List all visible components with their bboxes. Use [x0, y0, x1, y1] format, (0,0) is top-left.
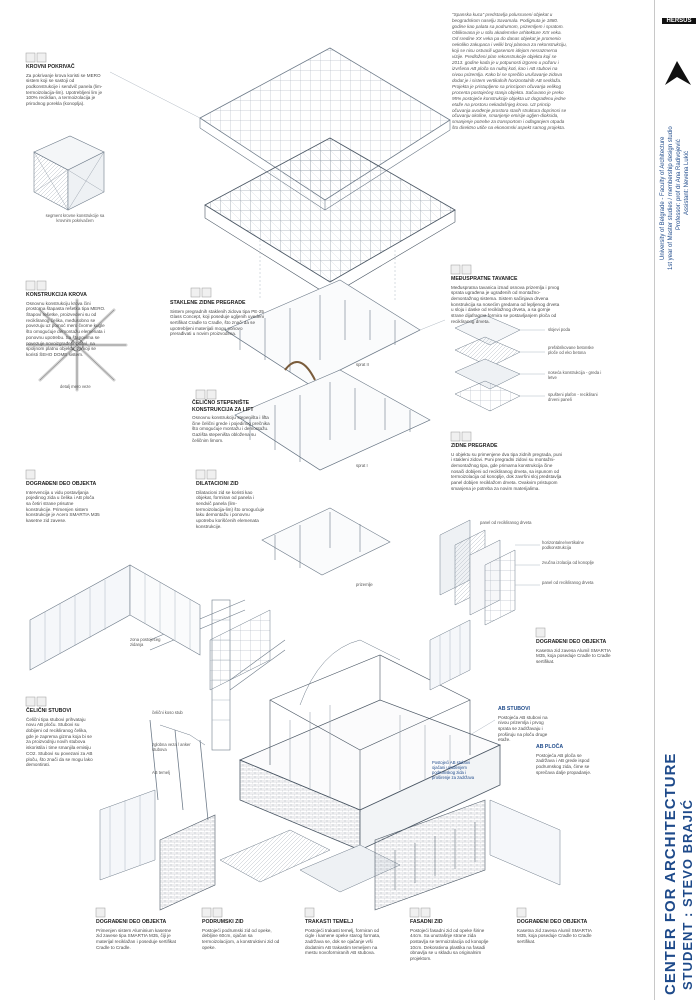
section-facade-wall — [410, 919, 492, 962]
section-title: KROVNI POKRIVAČ — [26, 64, 75, 70]
label-floor-1: sprat I — [356, 463, 368, 468]
section-body: Intervencija u vidu postavljanja pojedinog zida u čelika i AB ploča sa četiri strane prisutne konstrukcije. Primenjen sistem konstrukcije je Acero SMARTIA M35 kasetne zid zavese. — [26, 489, 100, 524]
glass-extension-left — [30, 565, 200, 670]
section-ab-columns — [498, 706, 554, 743]
section-title: ZIDNE PREGRADE — [451, 443, 498, 449]
label-floor-2: sprat II — [356, 362, 369, 367]
section-ab-slab — [536, 744, 592, 775]
assistant-line: Assistant: Nevena Lukić — [684, 150, 690, 215]
ground-floor-partitions — [262, 508, 390, 575]
section-body: Postojeći podrumski zid od opeke, debljine 60cm, ojačan sa termoizolacijom, a konstruktivni zid od opeke. — [202, 927, 280, 950]
label-existing-zone: zona postojećeg zidanja — [130, 637, 161, 648]
student-name: STUDENT : STEVO BRAJIĆ — [680, 798, 695, 990]
wall-partition-panels — [440, 520, 515, 625]
section-body: Kasetna zid zavesa Alumil SMARTIA M35, koja poseduje Cradle to Cradle sertifikat. — [517, 927, 592, 944]
section-title: DOGRAĐENI DEO OBJEKTA — [26, 481, 97, 487]
section-extension-a — [26, 481, 100, 524]
title-sidebar — [654, 0, 700, 1000]
section-extension-d — [517, 919, 599, 945]
section-body: Postojeća AB stubovi na nivou prizemlja i prvog sprata se zadržavaju i proširuju na ploču druge etaže. — [498, 714, 548, 743]
section-body: U objektu su primenjene dva tipa zidnih pregrada, puni i stakleni zidovi. Puni pregradni zidovi su montažni-demontažnog tipa, gde primarna konstrukcija čine nosači dobijeni od recikliranog drveta, sa ispunom od termoizolacija od konoplje, dok završni sloj predstavlja panel dobijen reciklažom drveta. Ovakvim pristupom smanjena je potreba za novim materijalima. — [451, 451, 563, 491]
section-title: FASADNI ZID — [410, 919, 443, 925]
label-acoustic: zvučna izolacija od konoplje — [542, 560, 594, 565]
section-wall-partitions — [451, 443, 563, 492]
section-body: Međuspratna tavanica iznad osnova prizemlja i prvog sprata ugrađena je ugrađenih od montažno-demontažnog sistema. Sistem sačinjava drvena konstrukcija sa nosećim gredama od lepljenog drveta u sloju i daske od reciklažnog drveta, a sa gornje strane dijafragma formira se postavljanjem ploča od recikliranog drveta. — [451, 284, 560, 324]
section-title: MEĐUSPRATNE TAVANICE — [451, 276, 518, 282]
section-title: DOGRAĐENI DEO OBJEKTA — [536, 639, 607, 645]
label-steel-column: čelični koso stub — [152, 710, 183, 715]
section-title: ČELIČNO STEPENIŠTE KONSTRUKCIJA ZA LIFT — [192, 400, 254, 413]
section-glass-partitions — [170, 300, 265, 337]
section-title: ČELIČNI STUBOVI — [26, 708, 72, 714]
label-prefab-slabs: prefabrikovane betonske ploče od eko betona — [548, 345, 594, 356]
glass-extension-right — [430, 620, 470, 690]
section-body: Osnovnu konstrukciju stepeništa i lifta čine čelični grede i pojedinog prečnika što omogućuje montažu i demontažu. Gazišta stepeništa obložena su čeličnim limom. — [192, 415, 270, 443]
section-body: Postojeća AB ploča se zadržava i AB grede ispod podrumskog zida, čime se sprečava dalje propadanje. — [536, 752, 592, 775]
project-title: CENTER FOR ARCHITECTURE — [662, 752, 679, 995]
label-node-detail: detalj mero vezе — [60, 384, 91, 389]
studio-line: 1st year of Master studies / membership design studio — [668, 126, 674, 270]
section-body: Sistem pregradnih staklenih zidova tipa PE-25 Glass Concept, koji poseduje ugljenih uvedeni sertifikat Cradle to Cradle, što znači da se upotrebljeni materijali mogu ponovo prerađivati u novim proizvodima. — [170, 308, 264, 337]
section-title: DOGRAĐENI DEO OBJEKTA — [517, 919, 588, 925]
section-steel-columns — [26, 708, 96, 768]
professor-line: Professor: prof dr Ana Radivojević — [676, 139, 682, 230]
section-body: Postojeći trakasti temelj, formiran od cigle i kamene opeke starog formata, zadržava se, dok se ojačanje vrši dodatnim AB trakastim temeljem na mestu novoformiranih AB stubova. — [305, 927, 381, 956]
facade-wall-left — [100, 790, 215, 910]
floor-layers-exploded — [455, 315, 520, 411]
section-title: DILATACIONI ZID — [196, 481, 239, 487]
section-title: KONSTRUKCIJA KROVA — [26, 292, 87, 298]
label-ceiling: spušteni plafon - reciklirani drveni paneli — [548, 392, 598, 403]
label-roof-segment: segment krovne konstrukcije sa krovnim pokrivačem — [45, 213, 105, 224]
section-extension-c — [96, 919, 176, 950]
label-ab-columns-note: Postojeći AB stubovi ojačani uvođenjem podrumskog zida i proširenje za zadržava — [432, 760, 475, 781]
dilatation-wall — [210, 610, 270, 690]
section-title: TRAKASTI TEMELJ — [305, 919, 354, 925]
label-ground-floor: prizemlje — [356, 582, 373, 587]
label-substructure: horizontalne/vertikalne podkonstrukcija — [542, 540, 584, 551]
roof-segment-detail — [34, 136, 104, 210]
section-basement-wall — [202, 919, 280, 950]
section-body: Za pokrivanje krova koristi se MERO sistem koji se sastoji od podkonstrukcije i sendvič panela (lim-termoizolacija-lim). Upotrebljeni lim je 100% reciklian, a termoizolacija je prirodnog porekla (konoplja). — [26, 72, 103, 107]
label-wood-panel: panel od recikliranog drveta — [480, 520, 532, 525]
hersus-logo: HERSUS — [662, 18, 696, 24]
section-title: PODRUMSKI ZID — [202, 919, 244, 925]
label-floor-layers: slojevi poda — [548, 327, 571, 332]
project-intro-text: "Spanska kuca" predstavlja polusruseni objekat u beogradskom naselju Savamala. Podignuta je 1880. godine kao palata sa podrumom, prizemljem i spratom. Oblikovana je u stilu akademske arhitekture XIX veka. Od sredine XX veka pa do danas objekat je promenio nekoliko zakupaca i veliki broj planova za rekonstrukciju, koji se nisu ostvarili ugasenom idejom nesrazmerna vizije. Predloženi plan rekonstrukcije objekta koji se 2013. godine kada je u potpunosti izgoreo u požaru i izvršena AB ploča na nultoj koti, kao i AB stubovi na nivou prizemlja. Kako bi se sprečilo urušavanje zidova dodat je i sistem vertikalnih horizontalnih AB serklaža. Projekta je pristupljeno sa principom očuvanja velikog procenta postojećeg stanja objekta. Sačuvano je preko 95% postojeće konstrukcije objekta uz dograđenu jedne etaže na prostoru nekadašnjeg krova. Uz princip očuvanja uvođenje prostora starih struktura doprinosi se očuvanju okoline, smanjenje emisije ugljen-dioksida, smanjenje potrebe za transportom i odlaganjem otpada što direktno utiče na ekonomski aspekt samog projekta. — [452, 12, 567, 131]
faculty-logo-icon — [655, 55, 700, 95]
label-ab-foundation: AB temelj — [152, 770, 170, 775]
section-dilatation-wall — [196, 481, 266, 530]
section-steel-stair — [192, 400, 272, 444]
section-body: Dilatacioni zid se koristi kao objekat, formiran od panela i sendvič panela (lim-termoizolacija-lim) što omogućuje laku demontažu i ponovnu upotrebu korišćenih elemenata konstrukcije. — [196, 489, 265, 529]
section-body: Postojeći fasadni zid od opeke širine 44cm. Sa unutrašnje strane zida postavlja se termoizolacija od konoplje 10cm. Dekorativna plastika na fasadi obnavlja se u skladu sa originalnim projektom. — [410, 927, 489, 962]
section-body: Osnovnu konstrukciju krova čini prostorna štapasta rešetka tipa MERO. Štapovi rešetke, proizvedeni su od recikliranog čelika, međusobno se povezuju uz pomoć mero čvorne kugle što omogućuje demontažu elemenata i ponovnu upotrebu. Sa štapovima se povezuje novoizgrađeni zidovi, na spoljnom platnu objekta, za koji se koristi ŠEHO DOME sistem. — [26, 300, 106, 358]
label-wood-panel-2: panel od recikliranog drveta — [542, 580, 594, 585]
section-roof-structure — [26, 292, 108, 358]
section-strip-foundation — [305, 919, 387, 956]
section-title: DOGRAĐENI DEO OBJEKTA — [96, 919, 167, 925]
section-roof-cladding — [26, 64, 104, 107]
section-title: AB PLOČA — [536, 744, 564, 750]
label-beams: noseća konstrukcija - greda i letve — [548, 370, 602, 381]
label-anchor: zglobna veza / anker stubova — [152, 742, 191, 753]
section-body: Čelični tipa stubovi prihvataju novu AB ploču. Stubovi su dobijeni od recikliranog čelika, gde je zaprema gizma koja bi se za proizvodnju novih stubova iskoristila i time smanjila emisiju CO2. Stubovi su povezani za AB ploču, što znači da se mogu lako demontirati. — [26, 716, 93, 768]
section-extension-b — [536, 639, 620, 665]
roof-space-frame-layer — [205, 138, 455, 300]
section-title: AB STUBOVI — [498, 706, 530, 712]
section-body: Primenjen sistem Aluminium kasetne zid zavese tipa SMARTIA M35, čiji je materijal reciklažan i poseduje sertifikat Cradle to Cradle. — [96, 927, 176, 950]
section-body: Kasetna zid zavesa Alumil SMARTIA M35, koja poseduje Cradle to Cradle sertifikat. — [536, 647, 611, 664]
university-line: University of Belgrade - Faculty of Architecture — [660, 136, 666, 260]
section-floor-slabs — [451, 276, 561, 325]
section-title: STAKLENE ZIDNE PREGRADE — [170, 300, 246, 306]
